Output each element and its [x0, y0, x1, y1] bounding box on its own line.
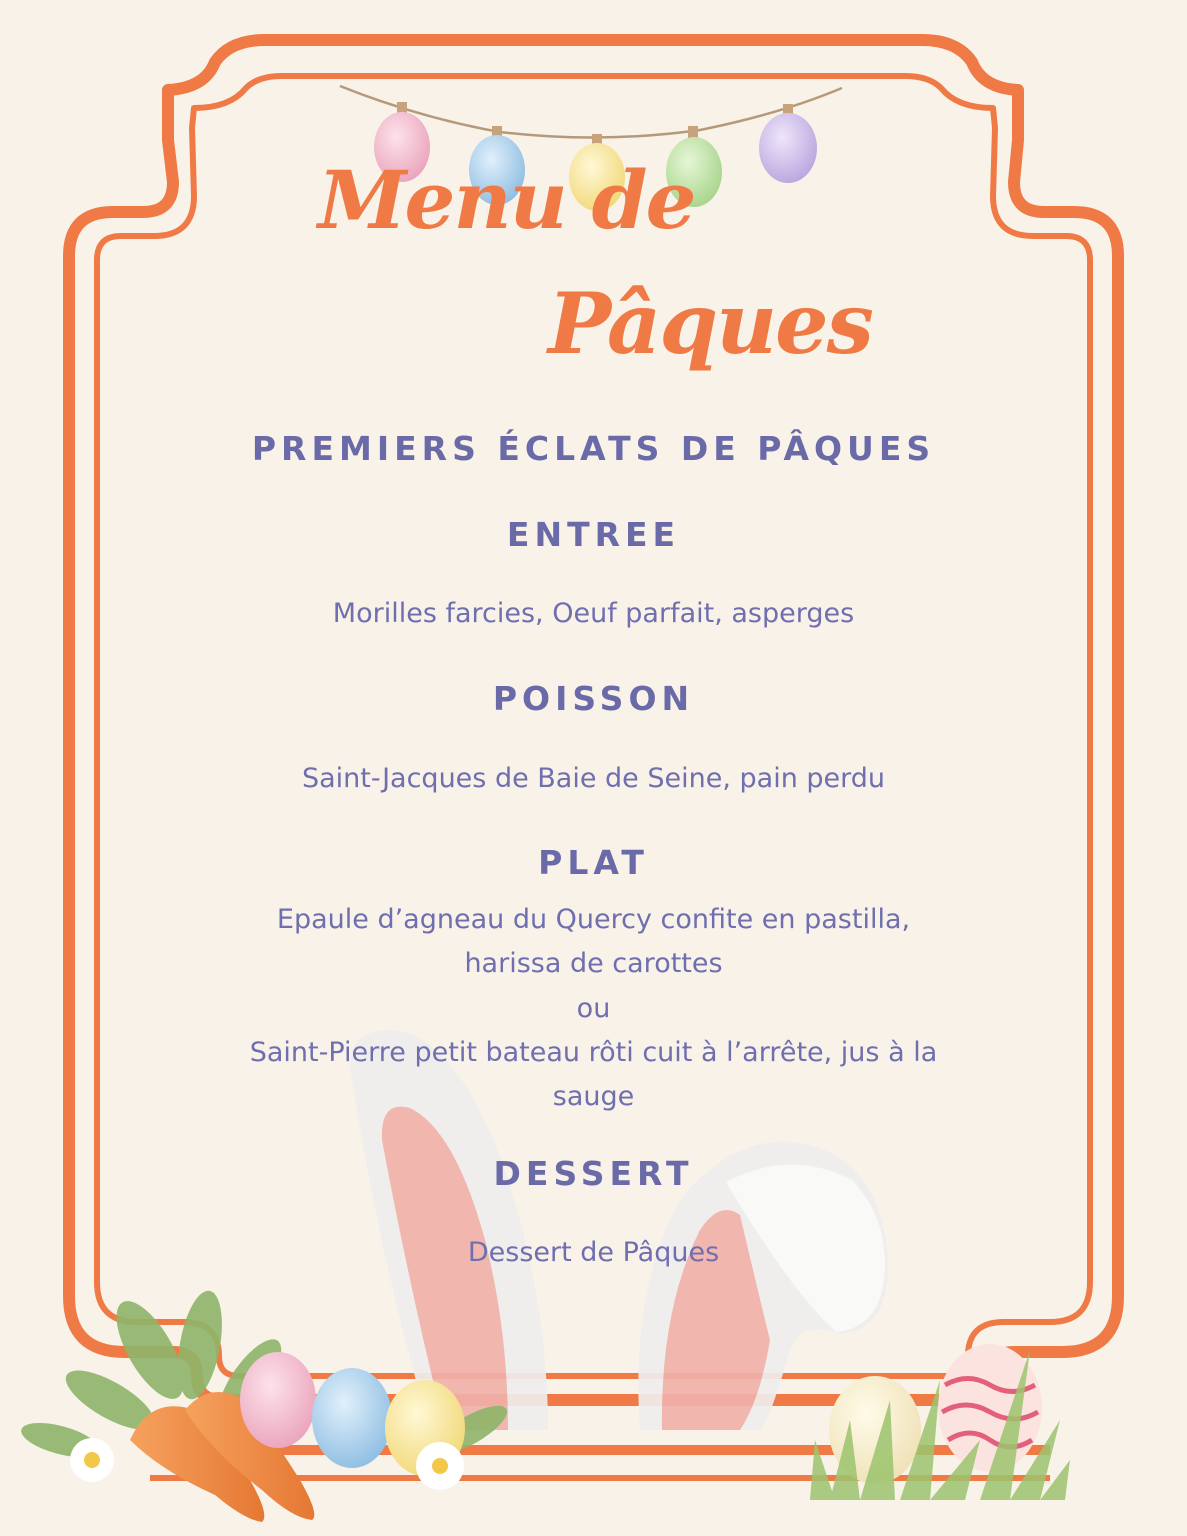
section-heading-entree: ENTREE — [506, 515, 681, 554]
dish-plat-2-line-2: sauge — [552, 1081, 635, 1112]
dish-dessert: Dessert de Pâques — [467, 1237, 720, 1268]
dish-plat-separator: ou — [576, 993, 611, 1024]
menu-title-line-1: Menu de — [318, 153, 695, 247]
easter-egg-blue — [312, 1368, 392, 1468]
daisy-icon-2 — [416, 1442, 464, 1490]
dish-plat-1-line-1: Epaule d’agneau du Quercy confite en pastilla, — [276, 904, 911, 935]
easter-egg-pink — [240, 1352, 316, 1448]
section-heading-plat: PLAT — [538, 843, 649, 882]
section-heading-poisson: POISSON — [492, 679, 695, 718]
dish-plat-2-line-1: Saint-Pierre petit bateau rôti cuit à l’arrête, jus à la — [249, 1037, 938, 1068]
section-heading-dessert: DESSERT — [493, 1154, 694, 1193]
daisy-icon-1 — [70, 1438, 114, 1482]
dish-poisson: Saint-Jacques de Baie de Seine, pain perdu — [301, 763, 886, 794]
dish-entree: Morilles farcies, Oeuf parfait, asperges — [332, 598, 855, 629]
menu-title-line-2: Pâques — [548, 274, 872, 373]
garland-egg-purple — [759, 104, 817, 183]
menu-subtitle: PREMIERS ÉCLATS DE PÂQUES — [251, 429, 936, 468]
dish-plat-1-line-2: harissa de carottes — [464, 948, 723, 979]
